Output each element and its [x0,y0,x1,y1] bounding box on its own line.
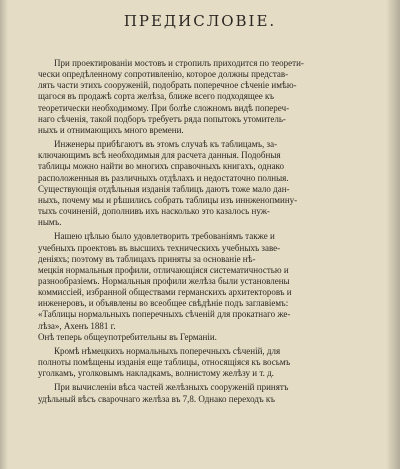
text-line: ключающимъ всѣ необходимыя для расчета данныя. Подобныя [38,150,281,161]
text-line: «Таблицы нормальныхъ поперечныхъ сѣченій для прокатнаго же- [38,309,291,320]
text-line: коммиссіей, избранной обществами германскихъ архитекторовъ и [38,287,292,298]
text-line: расположенныя въ различныхъ отдѣлахъ и недостаточно полныя. [38,172,289,183]
text-line: ныхъ, почему мы и рѣшились собрать таблицы изъ иннженопмину- [38,194,298,205]
paragraph [38,58,386,136]
text-line: учебныхъ проектовъ въ высшихъ техническихъ учебныхъ заве- [38,242,281,253]
paragraph [38,139,386,228]
text-line: полноты помѣщены изданія еще таблицы, относящіяся къ восьмъ [38,357,291,368]
text-line: щагося въ продажѣ сорта желѣза, ближе всего подходящее къ [38,91,275,102]
page-title: ПРЕДИСЛОВІЕ. [123,12,277,30]
paragraph [38,382,386,404]
text-line: Нашею цѣлью было удовлетворить требованіямъ также и [54,231,275,242]
text-line: При вычисленіи вѣса частей желѣзныхъ сооруженій принятъ [54,382,289,393]
text-line: При проектированіи мостовъ и стропилъ приходится по теорети- [54,58,304,68]
text-line: уголкамъ, уголковымъ накладкамъ, волнистому желѣзу и т. д. [38,368,274,379]
text-line: деніяхъ; поэтому въ таблицахъ приняты за основаніе нѣ- [38,253,256,264]
text-line: лѣза», Ахенъ 1881 г. [38,320,116,331]
text-line: удѣльный вѣсъ сварочнаго желѣза въ 7,8. Однако переходъ къ [38,393,275,404]
text-line: теоретически необходимому. При болѣе сложномъ видѣ попереч- [38,102,290,113]
paragraph [38,346,386,379]
text-line: лять части этихъ сооруженій, подобрать поперечное сѣченіе имѣю- [38,80,297,91]
text-line: Онѣ теперь общеупотребительны въ Германіи. [38,331,217,342]
preface-text [38,58,386,405]
text-line: инженеровъ, и объявлены во всеобщее свѣдѣніе подъ заглавіемъ: [38,298,289,309]
text-line: Инженеры прибѣгаютъ въ этомъ случаѣ къ таблицамъ, за- [54,139,278,150]
text-line: таблицы можно найти во многихъ справочныхъ книгахъ, однако [38,161,284,172]
text-line: Кромѣ нѣмецкихъ нормальныхъ поперечныхъ сѣченій, для [54,345,281,356]
text-line: разнообразіемъ. Нормальныя профили желѣза были установлены [38,275,290,286]
text-line: мецкія нормальныя профили, отличающіяся систематичностью и [38,264,289,275]
paragraph [38,231,386,343]
text-line: Существующія отдѣльныя изданія таблицъ даютъ тоже мало дан- [38,183,290,194]
text-line: наго сѣченія, такой подборъ требуетъ ряда попытокъ утомитель- [38,113,286,124]
text-line: нымъ. [38,217,62,228]
text-line: тыхъ сочиненій, дополнивъ ихъ насколько это казалось нуж- [38,206,270,217]
text-line: чески опредѣленному сопротивленію, которое должны представ- [38,69,289,80]
text-line: ныхъ и отнимающихъ много времени. [38,124,184,135]
